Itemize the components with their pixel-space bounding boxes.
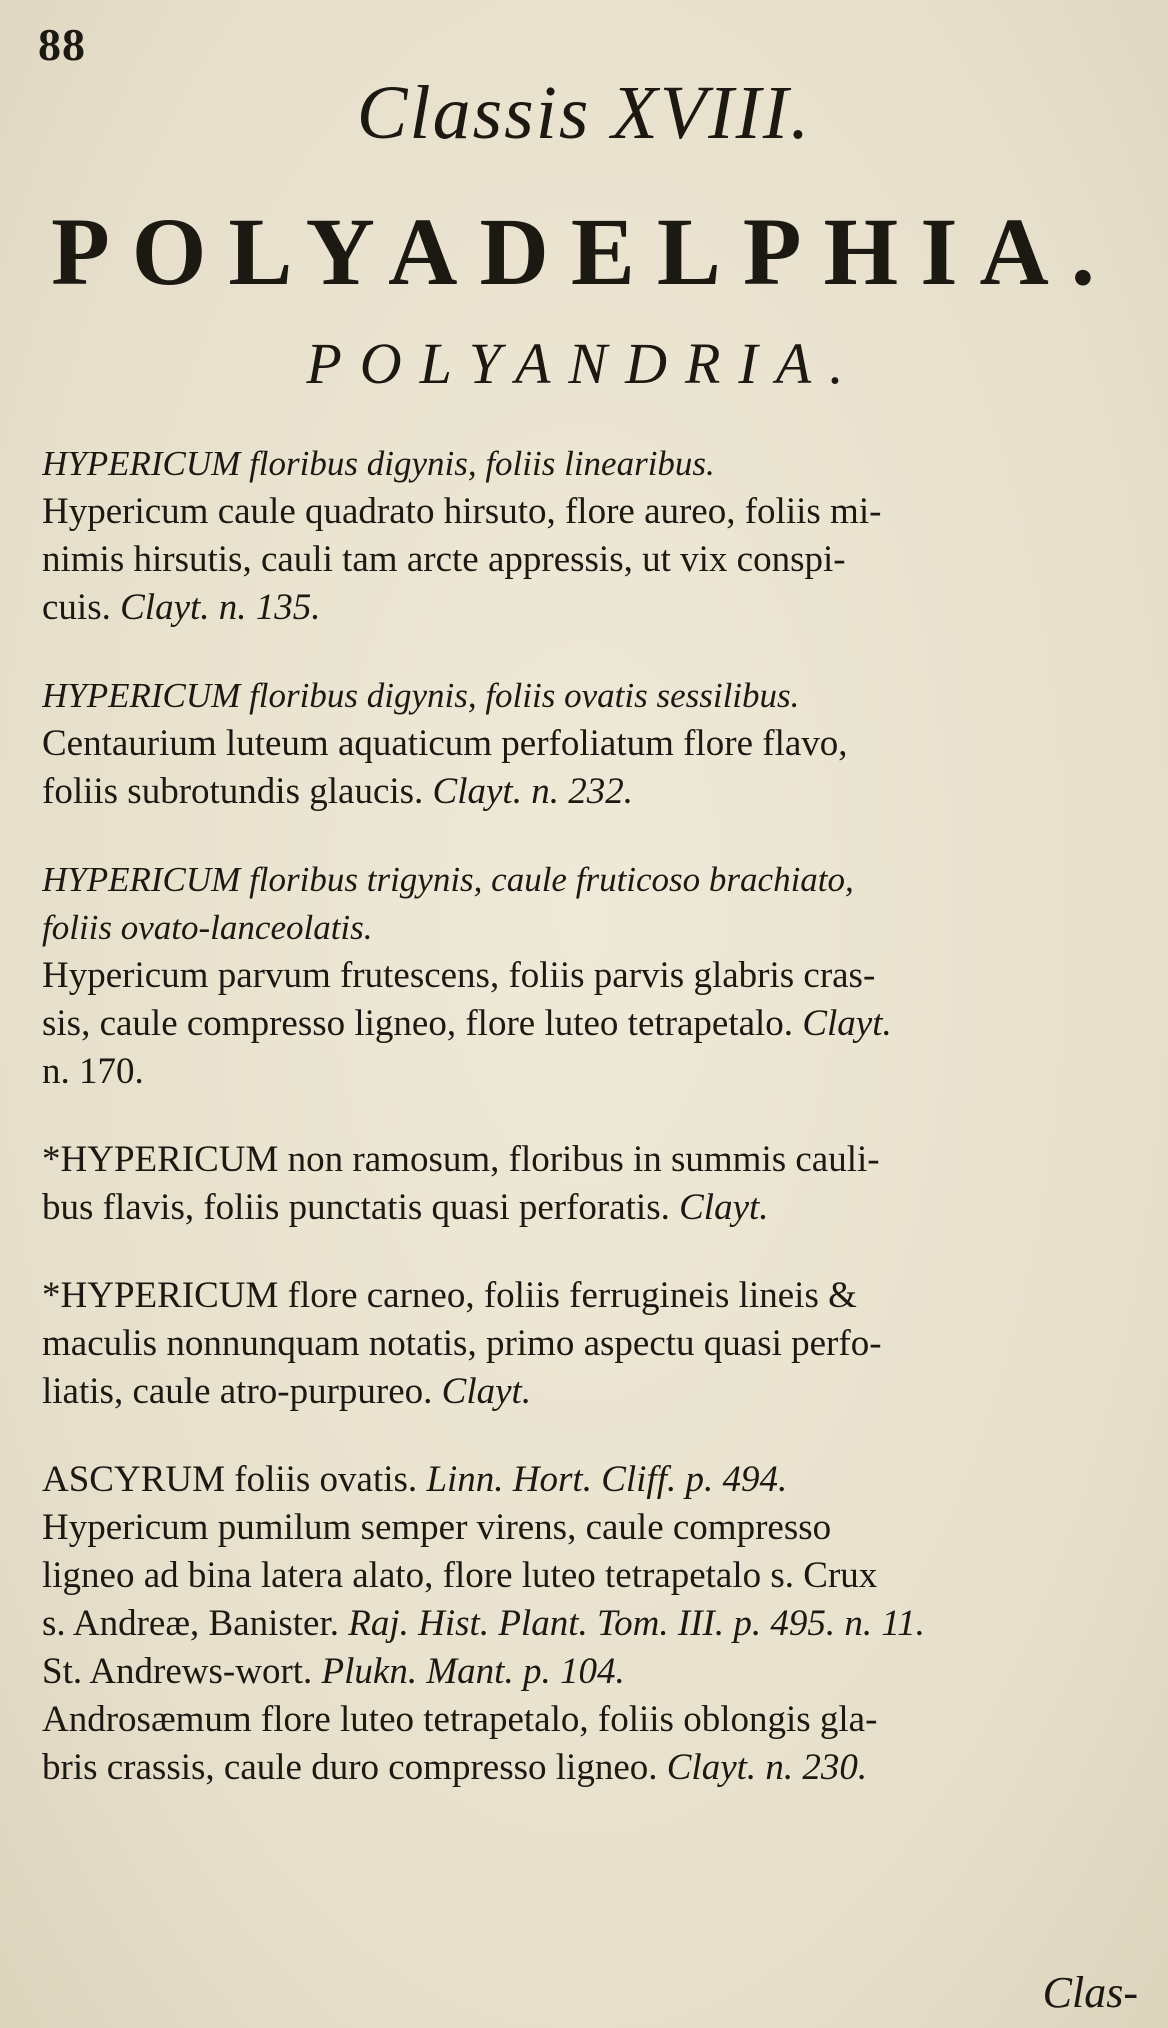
catchword: Clas- bbox=[1042, 1968, 1138, 2017]
entry-line bbox=[42, 1184, 1152, 1232]
entry-line bbox=[42, 720, 1152, 768]
species-entry bbox=[42, 440, 1152, 632]
entry-line-main: sis, caule compresso ligneo, flore luteo tetrapetalo. bbox=[42, 1003, 794, 1044]
entry-line-reference: Plukn. Mant. p. 104. bbox=[312, 1651, 625, 1692]
entry-line-main: *HYPERICUM flore carneo, foliis ferrugineis lineis & bbox=[42, 1275, 857, 1316]
entry-line-main: St. Andrews-wort. bbox=[42, 1651, 313, 1692]
entry-line-reference: Clayt. bbox=[669, 1187, 769, 1228]
entry-line-reference: Clayt. n. 135. bbox=[110, 587, 321, 628]
entry-line-reference: Clayt. n. 232. bbox=[423, 771, 633, 812]
entry-line-main: maculis nonnunquam notatis, primo aspectu quasi perfo- bbox=[42, 1323, 882, 1364]
species-entry bbox=[42, 1456, 1152, 1792]
entry-line bbox=[42, 952, 1152, 1000]
entry-line-main: ASCYRUM foliis ovatis. bbox=[42, 1459, 418, 1500]
entry-line bbox=[42, 584, 1152, 632]
species-entry bbox=[42, 1136, 1152, 1232]
entry-line bbox=[42, 856, 1152, 904]
entry-line-reference: Raj. Hist. Plant. Tom. III. p. 495. n. 11. bbox=[339, 1603, 925, 1644]
entry-line-main: n. 170. bbox=[42, 1051, 144, 1092]
entry-line-main: HYPERICUM bbox=[42, 860, 241, 899]
entry-line-main: foliis ovato-lanceolatis. bbox=[42, 908, 373, 947]
entry-line bbox=[42, 1456, 1152, 1504]
entries-list bbox=[42, 440, 1152, 1832]
entry-line bbox=[42, 672, 1152, 720]
entry-line bbox=[42, 1320, 1152, 1368]
class-heading: Classis XVIII. bbox=[356, 71, 812, 155]
entry-line-main: liatis, caule atro-purpureo. bbox=[42, 1371, 433, 1412]
entry-line-main: Androsæmum flore luteo tetrapetalo, foliis oblongis gla- bbox=[42, 1699, 878, 1740]
entry-line bbox=[42, 904, 1152, 952]
entry-line bbox=[42, 1136, 1152, 1184]
entry-line-main: HYPERICUM bbox=[42, 444, 241, 483]
entry-line bbox=[42, 768, 1152, 816]
entry-line bbox=[42, 1648, 1152, 1696]
species-entry bbox=[42, 672, 1152, 816]
entry-line-main: s. Andreæ, Banister. bbox=[42, 1603, 340, 1644]
entry-line-main: ligneo ad bina latera alato, flore luteo tetrapetalo s. Crux bbox=[42, 1555, 878, 1596]
entry-line-main: Centaurium luteum aquaticum perfoliatum flore flavo, bbox=[42, 723, 848, 764]
order-title: POLYANDRIA. bbox=[306, 331, 862, 396]
entry-line bbox=[42, 536, 1152, 584]
entry-line-reference: Clayt. bbox=[432, 1371, 532, 1412]
entry-line-main: Hypericum pumilum semper virens, caule compresso bbox=[42, 1507, 832, 1548]
species-entry bbox=[42, 856, 1152, 1096]
entry-line-reference: floribus digynis, foliis ovatis sessilibus. bbox=[240, 676, 800, 715]
species-entry bbox=[42, 1272, 1152, 1416]
entry-line bbox=[42, 1272, 1152, 1320]
entry-line bbox=[42, 1368, 1152, 1416]
entry-line-reference: floribus trigynis, caule fruticoso brachiato, bbox=[240, 860, 854, 899]
entry-line-reference: Linn. Hort. Cliff. p. 494. bbox=[417, 1459, 788, 1500]
entry-line bbox=[42, 1000, 1152, 1048]
entry-line-reference: Clayt. n. 230. bbox=[657, 1747, 868, 1788]
entry-line bbox=[42, 1552, 1152, 1600]
entry-line bbox=[42, 1504, 1152, 1552]
entry-line-main: bus flavis, foliis punctatis quasi perforatis. bbox=[42, 1187, 670, 1228]
entry-line-reference: Clayt. bbox=[793, 1003, 892, 1044]
entry-line-main: HYPERICUM bbox=[42, 676, 241, 715]
entry-line bbox=[42, 1600, 1152, 1648]
entry-line bbox=[42, 1696, 1152, 1744]
entry-line-main: Hypericum parvum frutescens, foliis parvis glabris cras- bbox=[42, 955, 876, 996]
entry-line-reference: floribus digynis, foliis linearibus. bbox=[240, 444, 715, 483]
page-number: 88 bbox=[38, 19, 86, 70]
entry-line-main: Hypericum caule quadrato hirsuto, flore aureo, foliis mi- bbox=[42, 491, 882, 532]
entry-line-main: *HYPERICUM non ramosum, floribus in summis cauli- bbox=[42, 1139, 880, 1180]
entry-line bbox=[42, 440, 1152, 488]
entry-line bbox=[42, 1048, 1152, 1096]
entry-line bbox=[42, 1744, 1152, 1792]
entry-line-main: nimis hirsutis, cauli tam arcte appressis, ut vix conspi- bbox=[42, 539, 846, 580]
entry-line-main: cuis. bbox=[42, 587, 111, 628]
class-title: POLYADELPHIA. bbox=[51, 198, 1117, 305]
entry-line bbox=[42, 488, 1152, 536]
entry-line-main: foliis subrotundis glaucis. bbox=[42, 771, 424, 812]
entry-line-main: bris crassis, caule duro compresso ligneo. bbox=[42, 1747, 658, 1788]
